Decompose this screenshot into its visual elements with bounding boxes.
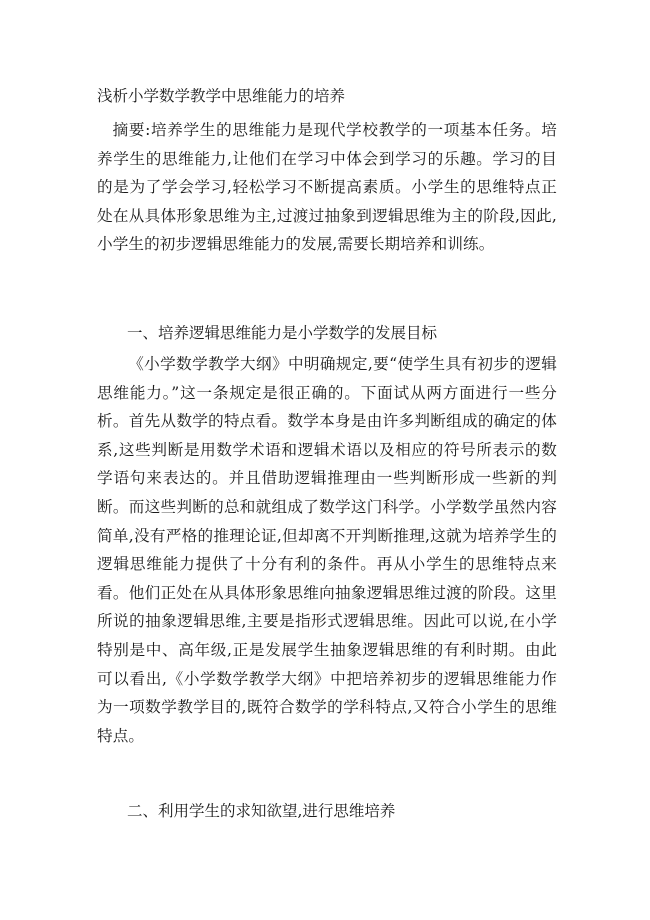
- document-title: 浅析小学数学教学中思维能力的培养: [97, 87, 346, 105]
- section-1-heading: 一、培养逻辑思维能力是小学数学的发展目标: [127, 324, 438, 342]
- section-2-heading: 二、利用学生的求知欲望,进行思维培养: [127, 802, 396, 820]
- abstract-paragraph: 摘要:培养学生的思维能力是现代学校教学的一项基本任务。培养学生的思维能力,让他们在学习中体会到学习的乐趣。学习的目的是为了学会学习,轻松学习不断提高素质。小学生的思维特点正处在从具体形象思维为主,过渡过抽象到逻辑思维为主的阶段,因此,小学生的初步逻辑思维能力的发展,需要长期培养和训练。: [97, 121, 557, 254]
- section-1-paragraph: 《小学数学教学大纲》中明确规定,要“使学生具有初步的逻辑思维能力。”这一条规定是很正确的。下面试从两方面进行一些分析。首先从数学的特点看。数学本身是由许多判断组成的确定的体系,这些判断是用数学术语和逻辑术语以及相应的符号所表示的数学语句来表达的。并且借助逻辑推理由一些判断形成一些新的判断。而这些判断的总和就组成了数学这门科学。小学数学虽然内容简单,没有严格的推理论证,但却离不开判断推理,这就为培养学生的逻辑思维能力提供了十分有利的条件。再从小学生的思维特点来看。他们正处在从具体形象思维向抽象逻辑思维过渡的阶段。这里所说的抽象逻辑思维,主要是指形式逻辑思维。因此可以说,在小学特别是中、高年级,正是发展学生抽象逻辑思维的有利时期。由此可以看出,《小学数学教学大纲》中把培养初步的逻辑思维能力作为一项数学教学目的,既符合数学的学科特点,又符合小学生的思维特点。: [97, 355, 557, 745]
